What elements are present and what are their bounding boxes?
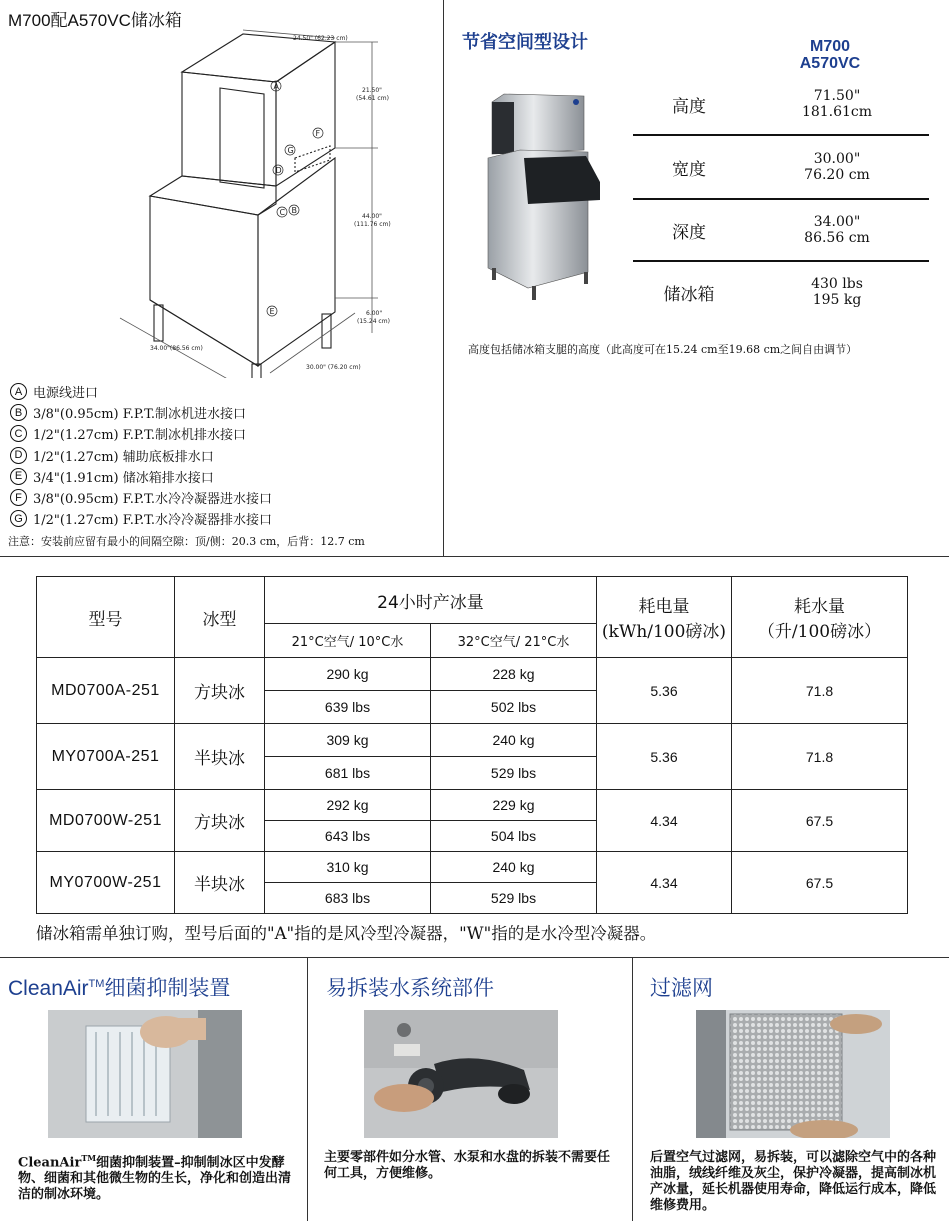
feature-title-filter: 过滤网 xyxy=(650,977,713,1000)
cell-prod-kg: 229 kg xyxy=(431,790,597,821)
header-ice-type: 冰型 xyxy=(175,577,265,658)
cell-prod-lbs: 643 lbs xyxy=(265,821,431,852)
table-row xyxy=(37,658,908,691)
feature-title-cleanair: CleanAir™细菌抑制装置 xyxy=(8,977,231,1000)
connection-list xyxy=(10,381,430,529)
spec-label: 深度 xyxy=(672,222,706,243)
svg-text:A: A xyxy=(273,82,279,91)
dim-depth: 34.00"(86.56 cm) xyxy=(150,345,203,352)
letter-a-icon: A xyxy=(10,383,27,400)
divider-vertical xyxy=(443,0,444,556)
svg-text:G: G xyxy=(287,146,294,155)
model-heading-machine: M700 xyxy=(809,38,851,55)
dim-head-height-in: 21.50" xyxy=(362,87,382,94)
dim-bin-height-in: 44.00" xyxy=(362,213,382,220)
table-footnote: 储冰箱需单独订购，型号后面的"A"指的是风冷型冷凝器，"W"指的是水冷型冷凝器。 xyxy=(36,924,657,943)
connection-text: 3/4"(1.91cm) 储冰箱排水接口 xyxy=(33,470,214,486)
dim-width: 30.00" (76.20 cm) xyxy=(306,364,361,371)
cell-water: 67.5 xyxy=(732,852,908,914)
cell-prod-lbs: 504 lbs xyxy=(431,821,597,852)
header-condition-2: 32°C空气/ 21°C水 xyxy=(431,624,597,658)
cell-prod-lbs: 529 lbs xyxy=(431,883,597,914)
spec-row-depth xyxy=(633,199,929,261)
svg-text:E: E xyxy=(269,307,275,316)
cell-power: 4.34 xyxy=(597,852,732,914)
machine-vent xyxy=(220,88,264,188)
letter-g-icon: G xyxy=(10,510,27,527)
letter-b-icon: B xyxy=(10,404,27,421)
bin-front-face xyxy=(150,196,258,366)
feature-desc-water-system: 主要零部件如分水管、水泵和水盘的拆装不需要任何工具，方便维修。 xyxy=(324,1150,611,1181)
cell-ice-type: 半块冰 xyxy=(175,724,265,790)
spec-label: 高度 xyxy=(672,96,706,117)
cell-prod-lbs: 683 lbs xyxy=(265,883,431,914)
cleanair-photo xyxy=(48,1010,242,1138)
rear-connection-panel xyxy=(295,146,330,172)
spec-value-cm: 86.56 cm xyxy=(804,230,870,246)
spec-value-kg: 195 kg xyxy=(812,292,862,308)
spec-value-in: 34.00" xyxy=(813,214,861,230)
document-title: M700配A570VC储冰箱 xyxy=(8,11,182,30)
spec-value-cm: 76.20 cm xyxy=(804,167,870,183)
divider-vertical xyxy=(632,957,633,1221)
connection-item xyxy=(10,381,430,402)
filter-photo xyxy=(696,1010,890,1138)
divider-vertical xyxy=(307,957,308,1221)
cell-prod-lbs: 529 lbs xyxy=(431,757,597,790)
header-power: 耗电量 (kWh/100磅冰) xyxy=(597,577,732,658)
cell-power: 5.36 xyxy=(597,724,732,790)
letter-c-icon: C xyxy=(10,425,27,442)
letter-f-icon: F xyxy=(10,489,27,506)
model-heading-bin: A570VC xyxy=(799,55,861,72)
bin-top-lip xyxy=(150,176,276,215)
header-condition-1: 21°C空气/ 10°C水 xyxy=(265,624,431,658)
connection-text: 电源线进口 xyxy=(33,386,99,402)
cell-power: 5.36 xyxy=(597,658,732,724)
cell-model: MD0700W-251 xyxy=(37,790,175,852)
cell-ice-type: 方块冰 xyxy=(175,658,265,724)
header-model: 型号 xyxy=(37,577,175,658)
divider-horizontal xyxy=(0,957,949,958)
production-table xyxy=(36,576,908,914)
spec-row-bin xyxy=(633,261,929,323)
connection-item xyxy=(10,508,430,529)
spec-value-in: 71.50" xyxy=(813,88,861,104)
svg-text:D: D xyxy=(275,166,282,175)
cell-water: 67.5 xyxy=(732,790,908,852)
spec-label: 宽度 xyxy=(672,159,706,180)
cell-prod-kg: 228 kg xyxy=(431,658,597,691)
cell-prod-kg: 290 kg xyxy=(265,658,431,691)
dim-leg-cm: (15.24 cm) xyxy=(357,318,390,325)
svg-text:B: B xyxy=(291,206,297,215)
feature-desc-filter: 后置空气过滤网，易拆装，可以滤除空气中的各种油脂，绒线纤维及灰尘，保护冷凝器，提高制冰机产冰量，延长机器使用寿命，降低运行成本，降低维修费用。 xyxy=(650,1150,937,1213)
table-row xyxy=(37,852,908,883)
cell-prod-kg: 292 kg xyxy=(265,790,431,821)
dim-leg-in: 6.00" xyxy=(366,310,383,317)
cell-model: MY0700A-251 xyxy=(37,724,175,790)
height-note: 高度包括储冰箱支腿的高度（此高度可在15.24 cm至19.68 cm之间自由调节） xyxy=(468,343,858,356)
spec-row-height xyxy=(633,73,929,135)
connection-text: 1/2"(1.27cm) 辅助底板排水口 xyxy=(33,449,214,465)
header-water: 耗水量 （升/100磅冰） xyxy=(732,577,908,658)
cell-model: MD0700A-251 xyxy=(37,658,175,724)
product-photo xyxy=(484,92,608,304)
connection-item xyxy=(10,445,430,466)
dim-top-width: 24.50" (62.23 cm) xyxy=(293,35,348,42)
connection-text: 1/2"(1.27cm) F.P.T.制冰机排水接口 xyxy=(33,428,246,444)
divider-horizontal xyxy=(0,556,949,557)
dim-bin-height-cm: (111.76 cm) xyxy=(354,221,391,228)
cell-power: 4.34 xyxy=(597,790,732,852)
spec-value-cm: 181.61cm xyxy=(801,104,873,120)
dim-head-height-cm: (54.61 cm) xyxy=(356,95,389,102)
connection-text: 3/8"(0.95cm) F.P.T.制冰机进水接口 xyxy=(33,407,246,423)
header-production: 24小时产冰量 xyxy=(265,577,597,624)
cell-water: 71.8 xyxy=(732,658,908,724)
feature-desc-cleanair: CleanAir™细菌抑制装置–抑制制冰区中发酵物、细菌和其他微生物的生长，净化和创造出清洁的制冰环境。 xyxy=(18,1153,292,1203)
table-row xyxy=(37,724,908,757)
table-row xyxy=(37,790,908,821)
cell-model: MY0700W-251 xyxy=(37,852,175,914)
cell-prod-kg: 240 kg xyxy=(431,724,597,757)
dimension-drawing xyxy=(110,28,440,378)
connection-item xyxy=(10,466,430,487)
feature-title-water-system: 易拆装水系统部件 xyxy=(326,977,494,1000)
leg-front-left xyxy=(154,305,163,341)
spec-value-lbs: 430 lbs xyxy=(811,276,863,292)
cell-prod-kg: 240 kg xyxy=(431,852,597,883)
connection-item xyxy=(10,423,430,444)
connection-text: 1/2"(1.27cm) F.P.T.水冷冷凝器排水接口 xyxy=(33,513,272,529)
letter-d-icon: D xyxy=(10,447,27,464)
design-section-title: 节省空间型设计 xyxy=(462,32,588,52)
cell-prod-lbs: 639 lbs xyxy=(265,691,431,724)
water-system-photo xyxy=(364,1010,558,1138)
cell-ice-type: 方块冰 xyxy=(175,790,265,852)
cell-prod-kg: 309 kg xyxy=(265,724,431,757)
cell-water: 71.8 xyxy=(732,724,908,790)
cell-prod-kg: 310 kg xyxy=(265,852,431,883)
cell-prod-lbs: 681 lbs xyxy=(265,757,431,790)
spec-row-width xyxy=(633,136,929,198)
connection-item xyxy=(10,402,430,423)
svg-text:C: C xyxy=(279,208,286,217)
connection-text: 3/8"(0.95cm) F.P.T.水冷冷凝器进水接口 xyxy=(33,492,272,508)
spec-value-in: 30.00" xyxy=(813,151,861,167)
svg-text:F: F xyxy=(315,129,321,138)
connection-item xyxy=(10,487,430,508)
cell-prod-lbs: 502 lbs xyxy=(431,691,597,724)
leg-front-right xyxy=(252,364,261,378)
install-note: 注意：安装前应留有最小的间隔空隙：顶/侧：20.3 cm，后背：12.7 cm xyxy=(8,535,365,548)
spec-label: 储冰箱 xyxy=(663,284,715,305)
cell-ice-type: 半块冰 xyxy=(175,852,265,914)
letter-e-icon: E xyxy=(10,468,27,485)
